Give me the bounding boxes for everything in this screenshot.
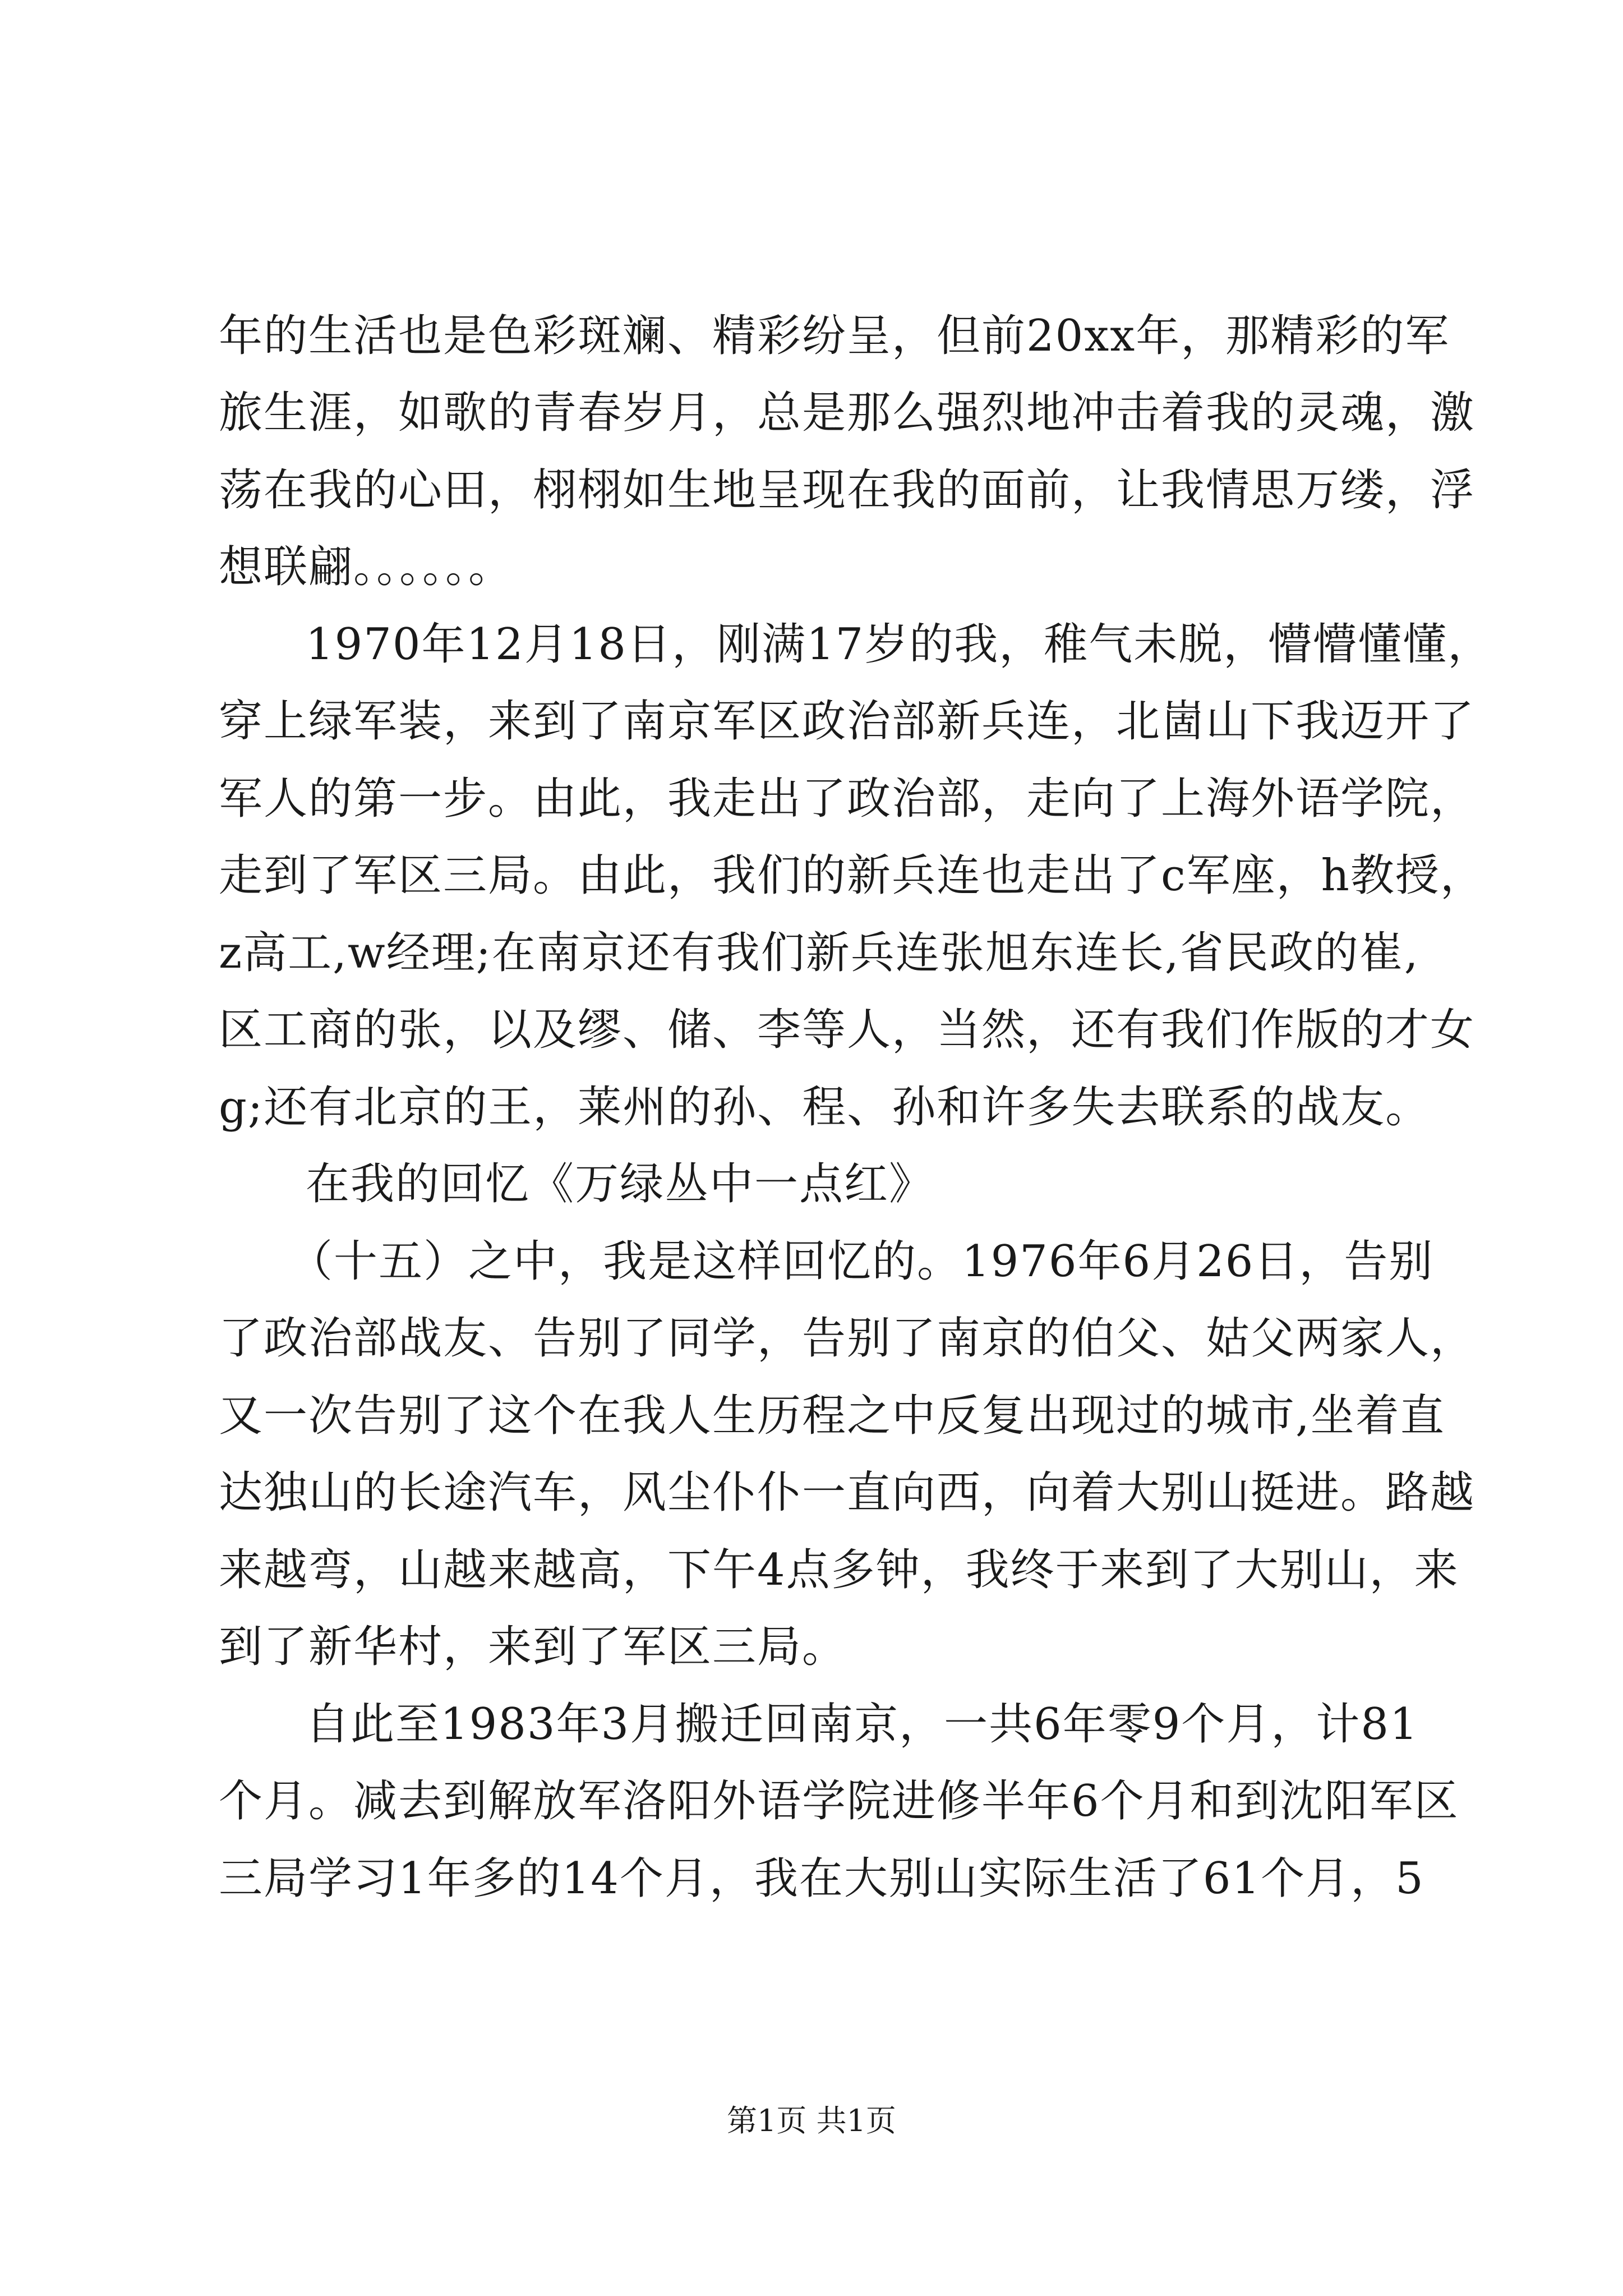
text-line-19: 自此至1983年3月搬迁回南京，一共6年零9个月，计81 bbox=[306, 1699, 1419, 1750]
text-line-2: 旅生涯，如歌的青春岁月，总是那么强烈地冲击着我的灵魂，激 bbox=[219, 388, 1476, 438]
text-line-11: g;还有北京的王，莱州的孙、程、孙和许多失去联系的战友。 bbox=[219, 1082, 1431, 1133]
text-line-5: 1970年12月18日，刚满17岁的我，稚气未脱，懵懵懂懂， bbox=[306, 619, 1493, 670]
page-footer: 第1页 共1页 bbox=[727, 2103, 896, 2138]
text-line-18: 到了新华村，来到了军区三局。 bbox=[219, 1622, 847, 1672]
text-line-4: 想联翩。。。。。。 bbox=[219, 542, 514, 592]
text-line-3: 荡在我的心田，栩栩如生地呈现在我的面前，让我情思万缕，浮 bbox=[219, 465, 1476, 516]
text-line-13: （十五）之中，我是这样回忆的。1976年6月26日，告别 bbox=[289, 1236, 1434, 1287]
text-line-20: 个月。减去到解放军洛阳外语学院进修半年6个月和到沈阳军区 bbox=[219, 1776, 1459, 1826]
text-line-6: 穿上绿军装，来到了南京军区政治部新兵连，北崮山下我迈开了 bbox=[219, 696, 1476, 747]
text-line-10: 区工商的张，以及缪、储、李等人，当然，还有我们作版的才女 bbox=[219, 1005, 1476, 1055]
text-line-9: z高工,w经理;在南京还有我们新兵连张旭东连长,省民政的崔, bbox=[219, 928, 1419, 978]
text-line-7: 军人的第一步。由此，我走出了政治部，走向了上海外语学院， bbox=[219, 774, 1476, 824]
text-line-8: 走到了军区三局。由此，我们的新兵连也走出了c军座，h教授， bbox=[219, 850, 1485, 901]
text-line-12: 在我的回忆《万绿丛中一点红》 bbox=[306, 1159, 934, 1209]
text-line-1: 年的生活也是色彩斑斓、精彩纷呈，但前20xx年，那精彩的军 bbox=[219, 311, 1450, 361]
text-line-15: 又一次告别了这个在我人生历程之中反复出现过的城市,坐着直 bbox=[219, 1391, 1445, 1441]
text-line-16: 达独山的长途汽车，风尘仆仆一直向西，向着大别山挺进。路越 bbox=[219, 1467, 1476, 1518]
text-line-21: 三局学习1年多的14个月，我在大别山实际生活了61个月，5 bbox=[219, 1853, 1424, 1904]
text-line-17: 来越弯，山越来越高，下午4点多钟，我终于来到了大别山，来 bbox=[219, 1545, 1459, 1595]
text-line-14: 了政治部战友、告别了同学，告别了南京的伯父、姑父两家人， bbox=[219, 1313, 1476, 1364]
